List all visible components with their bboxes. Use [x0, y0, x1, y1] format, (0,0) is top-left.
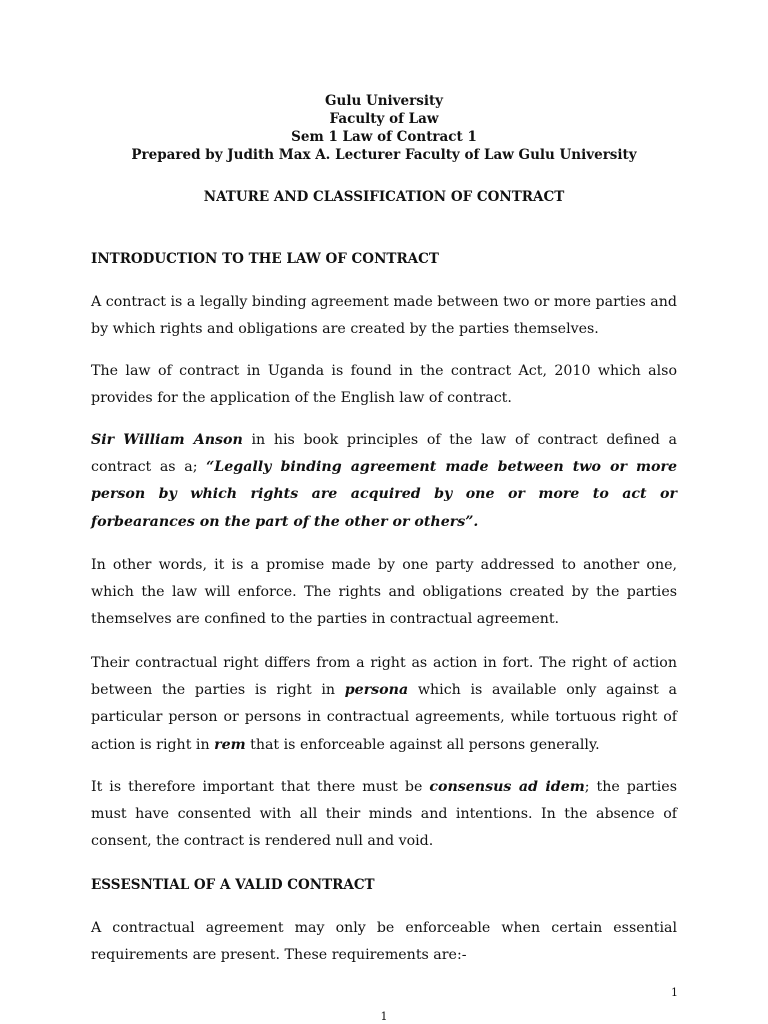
document-header [0, 92, 768, 164]
paragraph-uganda-law: The law of contract in Uganda is found in the contract Act, 2010 which also provides for the application of the English law of contract. [91, 363, 677, 407]
author-line: Prepared by Judith Max A. Lecturer Faculty of Law Gulu University [131, 147, 637, 163]
contractual-right-text-b: which is available only against a particular person or persons in contractual agreements, while tortuous right of action is right in [91, 682, 677, 753]
section-heading-essentials: ESSESNTIAL OF A VALID CONTRACT [91, 877, 375, 893]
document-title: NATURE AND CLASSIFICATION OF CONTRACT [203, 189, 565, 205]
paragraph-anson-definition [91, 427, 677, 536]
anson-quote: “Legally binding agreement made between two or more person by which rights are acquired by one or more to act or forbearances on the part of the other or others”. [91, 459, 677, 530]
paragraph-definition: A contract is a legally binding agreement made between two or more parties and by which rights and obligations are created by the parties themselves. [91, 294, 677, 338]
term-consensus-ad-idem: consensus ad idem [429, 779, 585, 795]
contractual-right-text-a: Their contractual right differs from a right as action in fort. The right of action between the parties is right in [91, 655, 677, 699]
course-title: Sem 1 Law of Contract 1 [291, 129, 477, 145]
section-heading-introduction: INTRODUCTION TO THE LAW OF CONTRACT [91, 251, 439, 267]
paragraph-essential-requirements: A contractual agreement may only be enforceable when certain essential requirements are present. These requirements are:- [91, 920, 677, 964]
contractual-right-text-c: that is enforceable against all persons generally. [245, 736, 600, 753]
paragraph-consensus [91, 774, 677, 856]
term-rem: rem [214, 736, 246, 753]
faculty-name: Faculty of Law [329, 111, 439, 127]
anson-text: in his book principles of the law of contract defined a contract as a; [91, 432, 677, 476]
paragraph-other-words: In other words, it is a promise made by one party addressed to another one, which the law will enforce. The rights and obligations created by the parties themselves are confined to the parties in contractual agreement. [91, 557, 677, 628]
page-number: 1 [671, 986, 678, 999]
consensus-text-a: It is therefore important that there must be [91, 779, 430, 795]
consensus-text-b: ; the parties must have consented with all their minds and intentions. In the absence of consent, the contract is rendered null and void. [91, 779, 677, 850]
term-persona: persona [344, 682, 409, 699]
paragraph-contractual-right [91, 650, 677, 759]
university-name: Gulu University [324, 93, 444, 109]
anson-name: Sir William Anson [91, 432, 243, 448]
viewer-page-indicator: 1 [380, 1010, 388, 1023]
